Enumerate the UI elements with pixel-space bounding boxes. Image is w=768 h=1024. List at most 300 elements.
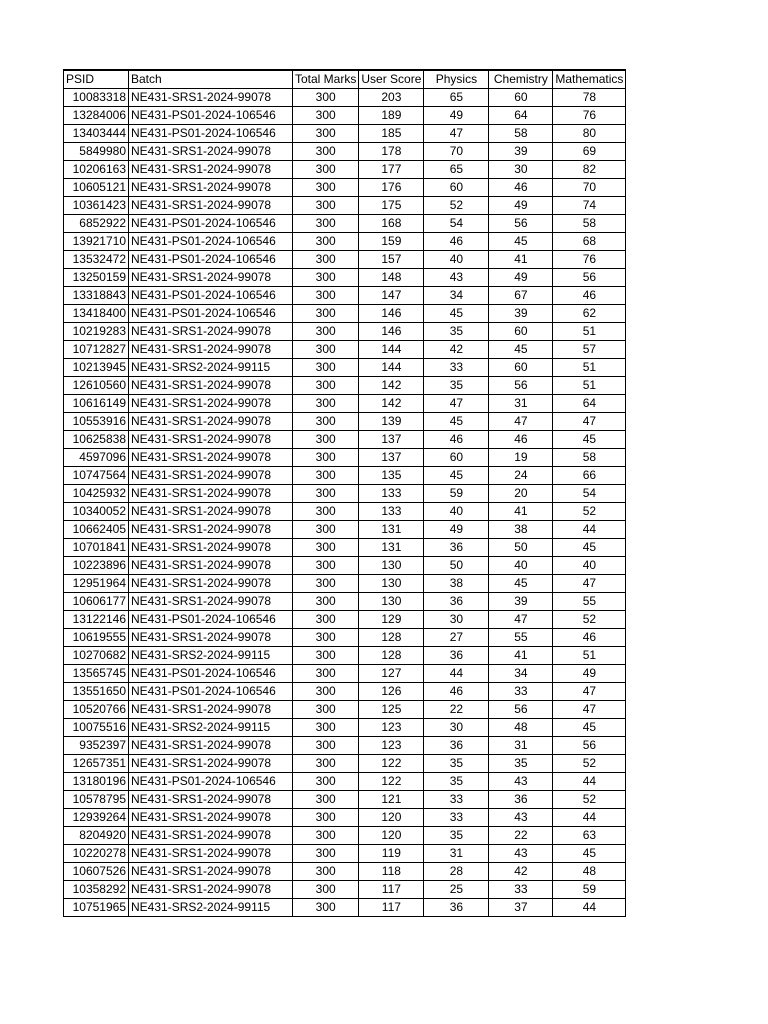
cell-user-score: 128	[359, 629, 424, 647]
cell-chemistry: 56	[489, 215, 553, 233]
cell-batch: NE431-SRS1-2024-99078	[129, 539, 293, 557]
cell-batch: NE431-SRS1-2024-99078	[129, 845, 293, 863]
cell-user-score: 128	[359, 647, 424, 665]
cell-batch: NE431-SRS1-2024-99078	[129, 701, 293, 719]
cell-psid: 6852922	[64, 215, 129, 233]
cell-user-score: 133	[359, 503, 424, 521]
cell-psid: 10075516	[64, 719, 129, 737]
cell-mathematics: 44	[553, 899, 626, 917]
cell-batch: NE431-SRS1-2024-99078	[129, 755, 293, 773]
cell-chemistry: 37	[489, 899, 553, 917]
cell-physics: 59	[424, 485, 489, 503]
table-row	[64, 791, 626, 809]
cell-chemistry: 36	[489, 791, 553, 809]
table-row	[64, 251, 626, 269]
cell-mathematics: 45	[553, 845, 626, 863]
cell-chemistry: 33	[489, 683, 553, 701]
cell-user-score: 157	[359, 251, 424, 269]
table-row	[64, 215, 626, 233]
cell-total-marks: 300	[293, 269, 359, 287]
cell-user-score: 119	[359, 845, 424, 863]
table-row	[64, 809, 626, 827]
cell-psid: 10747564	[64, 467, 129, 485]
cell-chemistry: 49	[489, 197, 553, 215]
cell-total-marks: 300	[293, 737, 359, 755]
cell-physics: 33	[424, 359, 489, 377]
cell-chemistry: 42	[489, 863, 553, 881]
cell-psid: 13565745	[64, 665, 129, 683]
cell-mathematics: 58	[553, 449, 626, 467]
table-row	[64, 503, 626, 521]
cell-total-marks: 300	[293, 575, 359, 593]
table-row	[64, 323, 626, 341]
cell-chemistry: 64	[489, 107, 553, 125]
cell-batch: NE431-SRS1-2024-99078	[129, 323, 293, 341]
cell-batch: NE431-PS01-2024-106546	[129, 233, 293, 251]
table-row	[64, 611, 626, 629]
cell-chemistry: 46	[489, 179, 553, 197]
cell-chemistry: 55	[489, 629, 553, 647]
cell-chemistry: 34	[489, 665, 553, 683]
cell-total-marks: 300	[293, 791, 359, 809]
cell-user-score: 131	[359, 521, 424, 539]
cell-mathematics: 59	[553, 881, 626, 899]
table-row	[64, 665, 626, 683]
cell-batch: NE431-SRS1-2024-99078	[129, 449, 293, 467]
cell-physics: 46	[424, 233, 489, 251]
cell-total-marks: 300	[293, 467, 359, 485]
cell-total-marks: 300	[293, 341, 359, 359]
cell-total-marks: 300	[293, 485, 359, 503]
table-row	[64, 539, 626, 557]
cell-user-score: 178	[359, 143, 424, 161]
cell-psid: 13418400	[64, 305, 129, 323]
cell-physics: 36	[424, 647, 489, 665]
cell-total-marks: 300	[293, 845, 359, 863]
cell-mathematics: 47	[553, 701, 626, 719]
cell-total-marks: 300	[293, 125, 359, 143]
cell-mathematics: 63	[553, 827, 626, 845]
cell-mathematics: 49	[553, 665, 626, 683]
table-row	[64, 377, 626, 395]
cell-total-marks: 300	[293, 197, 359, 215]
cell-user-score: 144	[359, 359, 424, 377]
cell-physics: 33	[424, 809, 489, 827]
cell-total-marks: 300	[293, 521, 359, 539]
cell-user-score: 133	[359, 485, 424, 503]
cell-user-score: 121	[359, 791, 424, 809]
cell-total-marks: 300	[293, 359, 359, 377]
cell-psid: 9352397	[64, 737, 129, 755]
cell-physics: 43	[424, 269, 489, 287]
cell-total-marks: 300	[293, 377, 359, 395]
table-row	[64, 647, 626, 665]
table-row	[64, 467, 626, 485]
cell-physics: 54	[424, 215, 489, 233]
cell-user-score: 118	[359, 863, 424, 881]
cell-mathematics: 51	[553, 647, 626, 665]
cell-batch: NE431-PS01-2024-106546	[129, 305, 293, 323]
cell-total-marks: 300	[293, 503, 359, 521]
cell-user-score: 137	[359, 449, 424, 467]
cell-batch: NE431-SRS2-2024-99115	[129, 647, 293, 665]
cell-mathematics: 51	[553, 359, 626, 377]
cell-batch: NE431-SRS1-2024-99078	[129, 485, 293, 503]
cell-psid: 12610560	[64, 377, 129, 395]
cell-psid: 10340052	[64, 503, 129, 521]
cell-user-score: 125	[359, 701, 424, 719]
cell-mathematics: 46	[553, 287, 626, 305]
cell-user-score: 189	[359, 107, 424, 125]
cell-user-score: 147	[359, 287, 424, 305]
cell-physics: 46	[424, 683, 489, 701]
cell-physics: 28	[424, 863, 489, 881]
cell-user-score: 137	[359, 431, 424, 449]
cell-psid: 10751965	[64, 899, 129, 917]
cell-psid: 10361423	[64, 197, 129, 215]
cell-batch: NE431-SRS1-2024-99078	[129, 827, 293, 845]
cell-physics: 47	[424, 395, 489, 413]
cell-physics: 35	[424, 377, 489, 395]
header-row	[64, 70, 626, 89]
cell-user-score: 120	[359, 809, 424, 827]
cell-physics: 45	[424, 305, 489, 323]
cell-chemistry: 56	[489, 377, 553, 395]
cell-psid: 13551650	[64, 683, 129, 701]
table-row	[64, 593, 626, 611]
cell-user-score: 123	[359, 719, 424, 737]
cell-physics: 35	[424, 827, 489, 845]
cell-psid: 10520766	[64, 701, 129, 719]
results-table	[63, 69, 626, 917]
cell-user-score: 146	[359, 323, 424, 341]
cell-batch: NE431-SRS2-2024-99115	[129, 899, 293, 917]
cell-chemistry: 43	[489, 845, 553, 863]
cell-user-score: 117	[359, 881, 424, 899]
cell-chemistry: 46	[489, 431, 553, 449]
table-row	[64, 197, 626, 215]
cell-psid: 13122146	[64, 611, 129, 629]
cell-total-marks: 300	[293, 143, 359, 161]
table-row	[64, 395, 626, 413]
table-row	[64, 179, 626, 197]
cell-chemistry: 40	[489, 557, 553, 575]
table-row	[64, 719, 626, 737]
cell-batch: NE431-SRS1-2024-99078	[129, 503, 293, 521]
cell-batch: NE431-PS01-2024-106546	[129, 611, 293, 629]
cell-batch: NE431-SRS1-2024-99078	[129, 809, 293, 827]
cell-psid: 10701841	[64, 539, 129, 557]
cell-physics: 38	[424, 575, 489, 593]
cell-psid: 10619555	[64, 629, 129, 647]
cell-batch: NE431-SRS1-2024-99078	[129, 863, 293, 881]
table-row	[64, 431, 626, 449]
table-row	[64, 737, 626, 755]
header-user-score: User Score	[359, 70, 424, 89]
cell-mathematics: 44	[553, 773, 626, 791]
cell-physics: 47	[424, 125, 489, 143]
cell-user-score: 129	[359, 611, 424, 629]
cell-total-marks: 300	[293, 431, 359, 449]
cell-physics: 31	[424, 845, 489, 863]
cell-total-marks: 300	[293, 827, 359, 845]
cell-chemistry: 24	[489, 467, 553, 485]
cell-batch: NE431-SRS1-2024-99078	[129, 341, 293, 359]
cell-total-marks: 300	[293, 215, 359, 233]
cell-user-score: 123	[359, 737, 424, 755]
cell-batch: NE431-SRS1-2024-99078	[129, 467, 293, 485]
cell-psid: 12939264	[64, 809, 129, 827]
table-row	[64, 269, 626, 287]
cell-batch: NE431-PS01-2024-106546	[129, 215, 293, 233]
cell-physics: 27	[424, 629, 489, 647]
cell-physics: 33	[424, 791, 489, 809]
cell-mathematics: 47	[553, 683, 626, 701]
cell-physics: 30	[424, 719, 489, 737]
cell-chemistry: 39	[489, 143, 553, 161]
cell-batch: NE431-SRS1-2024-99078	[129, 197, 293, 215]
cell-user-score: 120	[359, 827, 424, 845]
cell-total-marks: 300	[293, 395, 359, 413]
cell-psid: 10358292	[64, 881, 129, 899]
header-batch: Batch	[129, 70, 293, 89]
cell-mathematics: 68	[553, 233, 626, 251]
cell-total-marks: 300	[293, 629, 359, 647]
cell-batch: NE431-SRS1-2024-99078	[129, 89, 293, 107]
table-body	[64, 89, 626, 917]
cell-user-score: 142	[359, 377, 424, 395]
cell-user-score: 142	[359, 395, 424, 413]
cell-total-marks: 300	[293, 557, 359, 575]
cell-mathematics: 56	[553, 269, 626, 287]
cell-batch: NE431-SRS1-2024-99078	[129, 737, 293, 755]
cell-user-score: 175	[359, 197, 424, 215]
cell-user-score: 122	[359, 773, 424, 791]
cell-psid: 10270682	[64, 647, 129, 665]
cell-batch: NE431-PS01-2024-106546	[129, 773, 293, 791]
cell-mathematics: 44	[553, 521, 626, 539]
cell-total-marks: 300	[293, 647, 359, 665]
cell-psid: 10553916	[64, 413, 129, 431]
cell-mathematics: 52	[553, 503, 626, 521]
cell-mathematics: 47	[553, 575, 626, 593]
table-row	[64, 287, 626, 305]
cell-psid: 13532472	[64, 251, 129, 269]
cell-psid: 10662405	[64, 521, 129, 539]
cell-mathematics: 76	[553, 107, 626, 125]
cell-physics: 50	[424, 557, 489, 575]
cell-user-score: 122	[359, 755, 424, 773]
cell-batch: NE431-SRS1-2024-99078	[129, 161, 293, 179]
cell-psid: 10425932	[64, 485, 129, 503]
cell-mathematics: 52	[553, 791, 626, 809]
cell-psid: 10223896	[64, 557, 129, 575]
cell-batch: NE431-SRS1-2024-99078	[129, 269, 293, 287]
cell-batch: NE431-SRS2-2024-99115	[129, 719, 293, 737]
cell-batch: NE431-SRS1-2024-99078	[129, 791, 293, 809]
cell-mathematics: 45	[553, 719, 626, 737]
cell-chemistry: 39	[489, 593, 553, 611]
cell-psid: 10213945	[64, 359, 129, 377]
cell-total-marks: 300	[293, 107, 359, 125]
cell-chemistry: 30	[489, 161, 553, 179]
table-row	[64, 413, 626, 431]
cell-batch: NE431-SRS1-2024-99078	[129, 521, 293, 539]
cell-total-marks: 300	[293, 773, 359, 791]
cell-mathematics: 51	[553, 323, 626, 341]
cell-psid: 12951964	[64, 575, 129, 593]
cell-psid: 13250159	[64, 269, 129, 287]
cell-chemistry: 19	[489, 449, 553, 467]
cell-total-marks: 300	[293, 287, 359, 305]
cell-psid: 10219283	[64, 323, 129, 341]
cell-mathematics: 66	[553, 467, 626, 485]
cell-user-score: 176	[359, 179, 424, 197]
cell-physics: 45	[424, 413, 489, 431]
header-mathematics: Mathematics	[553, 70, 626, 89]
cell-chemistry: 56	[489, 701, 553, 719]
table-row	[64, 575, 626, 593]
cell-user-score: 130	[359, 575, 424, 593]
cell-total-marks: 300	[293, 683, 359, 701]
cell-psid: 13403444	[64, 125, 129, 143]
cell-physics: 35	[424, 773, 489, 791]
cell-psid: 13180196	[64, 773, 129, 791]
cell-user-score: 177	[359, 161, 424, 179]
cell-mathematics: 78	[553, 89, 626, 107]
cell-psid: 12657351	[64, 755, 129, 773]
cell-mathematics: 76	[553, 251, 626, 269]
cell-user-score: 146	[359, 305, 424, 323]
cell-batch: NE431-PS01-2024-106546	[129, 251, 293, 269]
table-header	[64, 70, 626, 89]
cell-user-score: 159	[359, 233, 424, 251]
cell-physics: 36	[424, 899, 489, 917]
cell-mathematics: 45	[553, 431, 626, 449]
cell-total-marks: 300	[293, 719, 359, 737]
header-psid: PSID	[64, 70, 129, 89]
cell-mathematics: 44	[553, 809, 626, 827]
cell-total-marks: 300	[293, 593, 359, 611]
cell-physics: 30	[424, 611, 489, 629]
cell-total-marks: 300	[293, 323, 359, 341]
cell-physics: 25	[424, 881, 489, 899]
table-row	[64, 773, 626, 791]
table-row	[64, 449, 626, 467]
cell-psid: 5849980	[64, 143, 129, 161]
cell-physics: 65	[424, 161, 489, 179]
cell-batch: NE431-SRS1-2024-99078	[129, 881, 293, 899]
cell-mathematics: 48	[553, 863, 626, 881]
cell-batch: NE431-PS01-2024-106546	[129, 125, 293, 143]
cell-mathematics: 55	[553, 593, 626, 611]
cell-batch: NE431-SRS1-2024-99078	[129, 575, 293, 593]
cell-chemistry: 39	[489, 305, 553, 323]
cell-psid: 13284006	[64, 107, 129, 125]
cell-chemistry: 33	[489, 881, 553, 899]
cell-total-marks: 300	[293, 809, 359, 827]
table-row	[64, 359, 626, 377]
cell-batch: NE431-PS01-2024-106546	[129, 107, 293, 125]
cell-batch: NE431-SRS2-2024-99115	[129, 359, 293, 377]
cell-total-marks: 300	[293, 701, 359, 719]
cell-batch: NE431-PS01-2024-106546	[129, 665, 293, 683]
cell-psid: 10616149	[64, 395, 129, 413]
cell-chemistry: 43	[489, 773, 553, 791]
cell-physics: 60	[424, 449, 489, 467]
cell-batch: NE431-SRS1-2024-99078	[129, 143, 293, 161]
cell-psid: 10206163	[64, 161, 129, 179]
cell-chemistry: 58	[489, 125, 553, 143]
cell-chemistry: 38	[489, 521, 553, 539]
cell-total-marks: 300	[293, 665, 359, 683]
cell-user-score: 144	[359, 341, 424, 359]
cell-user-score: 127	[359, 665, 424, 683]
table-row	[64, 89, 626, 107]
cell-chemistry: 43	[489, 809, 553, 827]
cell-physics: 45	[424, 467, 489, 485]
cell-chemistry: 41	[489, 647, 553, 665]
cell-chemistry: 48	[489, 719, 553, 737]
cell-psid: 10606177	[64, 593, 129, 611]
cell-physics: 42	[424, 341, 489, 359]
cell-mathematics: 54	[553, 485, 626, 503]
cell-chemistry: 20	[489, 485, 553, 503]
cell-batch: NE431-SRS1-2024-99078	[129, 593, 293, 611]
table-row	[64, 125, 626, 143]
cell-user-score: 126	[359, 683, 424, 701]
cell-mathematics: 56	[553, 737, 626, 755]
cell-chemistry: 49	[489, 269, 553, 287]
cell-total-marks: 300	[293, 755, 359, 773]
cell-mathematics: 80	[553, 125, 626, 143]
cell-physics: 34	[424, 287, 489, 305]
cell-physics: 35	[424, 755, 489, 773]
table-row	[64, 755, 626, 773]
table-row	[64, 863, 626, 881]
cell-psid: 10607526	[64, 863, 129, 881]
cell-chemistry: 60	[489, 359, 553, 377]
cell-mathematics: 58	[553, 215, 626, 233]
cell-total-marks: 300	[293, 881, 359, 899]
cell-total-marks: 300	[293, 863, 359, 881]
cell-chemistry: 45	[489, 575, 553, 593]
cell-batch: NE431-PS01-2024-106546	[129, 683, 293, 701]
cell-user-score: 203	[359, 89, 424, 107]
cell-batch: NE431-SRS1-2024-99078	[129, 395, 293, 413]
cell-total-marks: 300	[293, 179, 359, 197]
cell-total-marks: 300	[293, 611, 359, 629]
cell-user-score: 148	[359, 269, 424, 287]
cell-batch: NE431-SRS1-2024-99078	[129, 629, 293, 647]
cell-mathematics: 57	[553, 341, 626, 359]
cell-physics: 49	[424, 521, 489, 539]
cell-mathematics: 52	[553, 611, 626, 629]
cell-mathematics: 51	[553, 377, 626, 395]
table-row	[64, 899, 626, 917]
cell-mathematics: 47	[553, 413, 626, 431]
cell-mathematics: 40	[553, 557, 626, 575]
table-row	[64, 629, 626, 647]
table-row	[64, 701, 626, 719]
cell-psid: 10083318	[64, 89, 129, 107]
cell-psid: 10578795	[64, 791, 129, 809]
cell-mathematics: 74	[553, 197, 626, 215]
cell-physics: 22	[424, 701, 489, 719]
cell-psid: 13318843	[64, 287, 129, 305]
cell-psid: 10220278	[64, 845, 129, 863]
cell-user-score: 130	[359, 593, 424, 611]
